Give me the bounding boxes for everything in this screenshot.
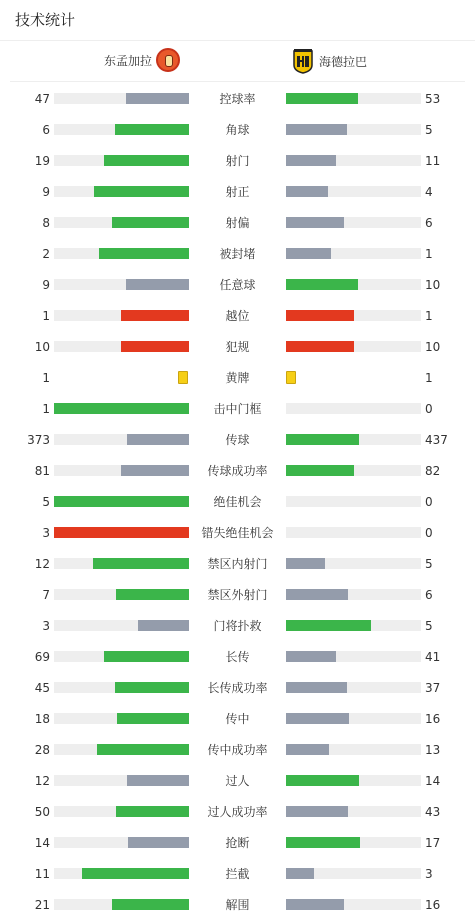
away-team[interactable] — [293, 48, 367, 74]
away-stat-bar-track — [286, 248, 421, 259]
home-stat-bar-track — [54, 806, 189, 817]
home-stat-bar-track — [54, 434, 189, 445]
away-stat-bar — [286, 713, 349, 724]
home-stat-bar — [128, 837, 189, 848]
home-stat-bar — [121, 341, 189, 352]
home-stat-bar-track — [54, 620, 189, 631]
home-stat-bar-track — [54, 310, 189, 321]
stat-row — [0, 371, 475, 385]
home-stat-value: 10 — [34, 340, 50, 354]
away-stat-bar — [286, 155, 336, 166]
home-stat-bar — [126, 93, 189, 104]
stat-row — [0, 278, 475, 292]
section-title: 技术统计 — [0, 0, 475, 41]
stat-row — [0, 619, 475, 633]
away-stat-bar — [286, 279, 358, 290]
stat-row — [0, 650, 475, 664]
away-stat-bar-track — [286, 496, 421, 507]
away-stat-bar-track — [286, 434, 421, 445]
home-stat-bar-track — [54, 496, 189, 507]
stat-row — [0, 557, 475, 571]
stat-row — [0, 836, 475, 850]
stat-label: 击中门框 — [213, 402, 262, 416]
home-stat-value: 5 — [42, 495, 50, 509]
stat-label: 过人成功率 — [207, 805, 268, 819]
away-stat-bar-track — [286, 775, 421, 786]
home-stat-bar-track — [54, 93, 189, 104]
away-stat-value: 13 — [425, 743, 441, 757]
stat-label: 越位 — [225, 309, 250, 323]
home-stat-bar-track — [54, 868, 189, 879]
home-stat-bar — [115, 682, 189, 693]
home-stat-bar-track — [54, 899, 189, 910]
away-stat-bar — [286, 310, 354, 321]
away-stat-value: 16 — [425, 898, 441, 912]
stat-row — [0, 309, 475, 323]
home-stat-value: 2 — [42, 247, 50, 261]
away-stat-value: 5 — [425, 619, 433, 633]
home-stat-bar — [116, 806, 189, 817]
away-stat-value: 4 — [425, 185, 433, 199]
home-stat-bar-track — [54, 713, 189, 724]
away-stat-bar-track — [286, 868, 421, 879]
stat-label: 抢断 — [225, 836, 250, 850]
stat-label: 黄牌 — [225, 371, 250, 385]
home-stat-bar — [104, 155, 189, 166]
home-stat-value: 50 — [34, 805, 50, 819]
home-stat-bar-track — [54, 186, 189, 197]
home-stat-value: 1 — [42, 402, 50, 416]
away-stat-value: 0 — [425, 526, 433, 540]
home-stat-value: 3 — [42, 526, 50, 540]
home-stat-bar — [54, 403, 189, 414]
home-stat-value: 69 — [34, 650, 50, 664]
stat-label: 禁区内射门 — [207, 557, 268, 571]
away-stat-bar — [286, 341, 354, 352]
away-stat-bar-track — [286, 217, 421, 228]
away-stat-bar — [286, 589, 348, 600]
away-stat-bar-track — [286, 806, 421, 817]
stat-label: 射偏 — [225, 216, 250, 230]
away-stat-value: 1 — [425, 309, 433, 323]
home-stat-bar-track — [54, 248, 189, 259]
home-stat-bar-track — [54, 775, 189, 786]
home-stat-bar-track — [54, 465, 189, 476]
away-stat-value: 14 — [425, 774, 441, 788]
home-stat-bar — [94, 186, 189, 197]
home-stat-bar-track — [54, 217, 189, 228]
home-stat-bar — [112, 217, 189, 228]
away-stat-bar-track — [286, 744, 421, 755]
stat-row — [0, 867, 475, 881]
home-stat-bar — [54, 527, 189, 538]
stat-row — [0, 464, 475, 478]
stat-row — [0, 123, 475, 137]
away-stat-bar-track — [286, 465, 421, 476]
home-stat-bar — [127, 775, 189, 786]
stat-label: 长传成功率 — [207, 681, 268, 695]
away-stat-bar-track — [286, 837, 421, 848]
stat-row — [0, 774, 475, 788]
home-stat-bar — [99, 248, 189, 259]
away-stat-bar-track — [286, 155, 421, 166]
home-stat-bar — [82, 868, 189, 879]
away-stat-bar-track — [286, 124, 421, 135]
away-stat-bar — [286, 434, 359, 445]
stat-row — [0, 433, 475, 447]
stat-row — [0, 526, 475, 540]
home-stat-bar-track — [54, 837, 189, 848]
away-stat-bar — [286, 682, 347, 693]
away-stat-value: 16 — [425, 712, 441, 726]
away-stat-bar — [286, 806, 348, 817]
home-stat-value: 373 — [27, 433, 50, 447]
stat-row — [0, 185, 475, 199]
stat-label: 传球 — [225, 433, 250, 447]
home-stat-bar — [126, 279, 189, 290]
home-stat-bar — [112, 899, 189, 910]
home-stat-value: 18 — [34, 712, 50, 726]
home-stat-value: 28 — [34, 743, 50, 757]
stat-label: 过人 — [225, 774, 250, 788]
away-stat-bar-track — [286, 682, 421, 693]
stat-label: 拦截 — [225, 867, 250, 881]
home-stat-bar-track — [54, 403, 189, 414]
home-yellow-card-icon — [178, 371, 188, 384]
home-stat-bar — [104, 651, 189, 662]
home-team[interactable] — [104, 48, 180, 72]
stat-row — [0, 681, 475, 695]
stat-label: 角球 — [225, 123, 250, 137]
home-stat-value: 45 — [34, 681, 50, 695]
away-stat-bar — [286, 93, 358, 104]
away-stat-value: 53 — [425, 92, 441, 106]
home-stat-bar-track — [54, 155, 189, 166]
stat-row — [0, 340, 475, 354]
away-stat-value: 10 — [425, 340, 441, 354]
stat-label: 解围 — [225, 898, 250, 912]
away-stat-value: 17 — [425, 836, 441, 850]
away-stat-value: 3 — [425, 867, 433, 881]
away-stat-bar-track — [286, 620, 421, 631]
home-stat-value: 1 — [42, 371, 50, 385]
away-stat-bar-track — [286, 279, 421, 290]
home-stat-bar-track — [54, 124, 189, 135]
away-stat-value: 37 — [425, 681, 441, 695]
away-stat-bar-track — [286, 527, 421, 538]
home-stat-value: 21 — [34, 898, 50, 912]
away-stat-bar-track — [286, 651, 421, 662]
away-stat-bar — [286, 651, 336, 662]
home-stat-value: 9 — [42, 185, 50, 199]
away-team-name: 海德拉巴 — [319, 54, 368, 69]
home-stat-value: 12 — [34, 557, 50, 571]
stat-row — [0, 898, 475, 912]
away-stat-bar — [286, 248, 331, 259]
stat-label: 控球率 — [219, 92, 256, 106]
away-stat-value: 6 — [425, 588, 433, 602]
home-stat-value: 6 — [42, 123, 50, 137]
away-stat-value: 5 — [425, 123, 433, 137]
away-stat-bar — [286, 558, 325, 569]
home-stat-bar — [97, 744, 189, 755]
away-stat-value: 437 — [425, 433, 448, 447]
home-stat-bar — [93, 558, 189, 569]
away-stat-bar-track — [286, 403, 421, 414]
away-stat-value: 1 — [425, 247, 433, 261]
home-stat-value: 19 — [34, 154, 50, 168]
stat-label: 任意球 — [219, 278, 256, 292]
home-stat-value: 11 — [34, 867, 50, 881]
home-stat-bar — [117, 713, 189, 724]
away-stat-value: 0 — [425, 495, 433, 509]
stat-row — [0, 588, 475, 602]
away-team-crest-icon — [293, 48, 313, 74]
home-stat-value: 9 — [42, 278, 50, 292]
home-team-name: 东孟加拉 — [103, 53, 152, 68]
stat-label: 传中成功率 — [207, 743, 268, 757]
stat-row — [0, 712, 475, 726]
away-stat-bar-track — [286, 310, 421, 321]
away-stat-bar — [286, 775, 359, 786]
home-stat-bar — [115, 124, 189, 135]
stat-label: 传中 — [225, 712, 250, 726]
away-stat-value: 1 — [425, 371, 433, 385]
away-stat-value: 11 — [425, 154, 441, 168]
home-stat-bar-track — [54, 341, 189, 352]
home-stat-bar — [138, 620, 189, 631]
home-stat-value: 47 — [34, 92, 50, 106]
home-stat-bar-track — [54, 651, 189, 662]
stat-row — [0, 805, 475, 819]
away-stat-bar-track — [286, 899, 421, 910]
away-stat-bar-track — [286, 589, 421, 600]
stat-row — [0, 402, 475, 416]
away-stat-bar-track — [286, 713, 421, 724]
home-stat-bar-track — [54, 279, 189, 290]
stat-label: 长传 — [225, 650, 250, 664]
home-stat-value: 12 — [34, 774, 50, 788]
home-stat-bar-track — [54, 558, 189, 569]
away-stat-bar-track — [286, 558, 421, 569]
away-stat-bar — [286, 465, 354, 476]
teams-header — [10, 41, 465, 82]
home-stat-value: 14 — [34, 836, 50, 850]
away-stat-value: 82 — [425, 464, 441, 478]
stat-label: 射门 — [225, 154, 250, 168]
away-stat-bar — [286, 124, 347, 135]
stat-label: 传球成功率 — [207, 464, 268, 478]
away-stat-bar — [286, 899, 344, 910]
home-stat-bar-track — [54, 589, 189, 600]
away-stat-value: 5 — [425, 557, 433, 571]
home-stat-bar — [121, 465, 189, 476]
home-stat-value: 1 — [42, 309, 50, 323]
away-stat-bar — [286, 744, 329, 755]
away-stat-bar-track — [286, 341, 421, 352]
home-stat-bar — [121, 310, 189, 321]
stat-label: 绝佳机会 — [213, 495, 262, 509]
stat-row — [0, 743, 475, 757]
stat-label: 禁区外射门 — [207, 588, 268, 602]
away-stat-value: 0 — [425, 402, 433, 416]
stat-label: 射正 — [225, 185, 250, 199]
home-stat-bar — [54, 496, 189, 507]
away-stat-value: 6 — [425, 216, 433, 230]
stat-row — [0, 216, 475, 230]
home-team-crest-icon — [156, 48, 180, 72]
away-stat-bar — [286, 620, 371, 631]
away-stat-bar-track — [286, 93, 421, 104]
stat-row — [0, 247, 475, 261]
home-stat-value: 3 — [42, 619, 50, 633]
away-stat-value: 43 — [425, 805, 441, 819]
home-stat-bar-track — [54, 527, 189, 538]
away-stat-bar — [286, 217, 344, 228]
home-stat-bar — [127, 434, 189, 445]
home-stat-value: 81 — [34, 464, 50, 478]
home-stat-bar-track — [54, 682, 189, 693]
away-stat-bar — [286, 837, 360, 848]
stat-label: 被封堵 — [219, 247, 256, 261]
stat-label: 门将扑救 — [213, 619, 262, 633]
home-stat-bar — [116, 589, 189, 600]
away-stat-value: 10 — [425, 278, 441, 292]
away-stat-bar-track — [286, 186, 421, 197]
stat-row — [0, 495, 475, 509]
home-stat-value: 8 — [42, 216, 50, 230]
home-stat-bar-track — [54, 744, 189, 755]
stat-label: 错失绝佳机会 — [201, 526, 274, 540]
away-stat-value: 41 — [425, 650, 441, 664]
stat-label: 犯规 — [225, 340, 250, 354]
stat-row — [0, 154, 475, 168]
away-yellow-card-icon — [286, 371, 296, 384]
away-stat-bar — [286, 186, 328, 197]
home-stat-value: 7 — [42, 588, 50, 602]
away-stat-bar — [286, 868, 314, 879]
stat-row — [0, 92, 475, 106]
